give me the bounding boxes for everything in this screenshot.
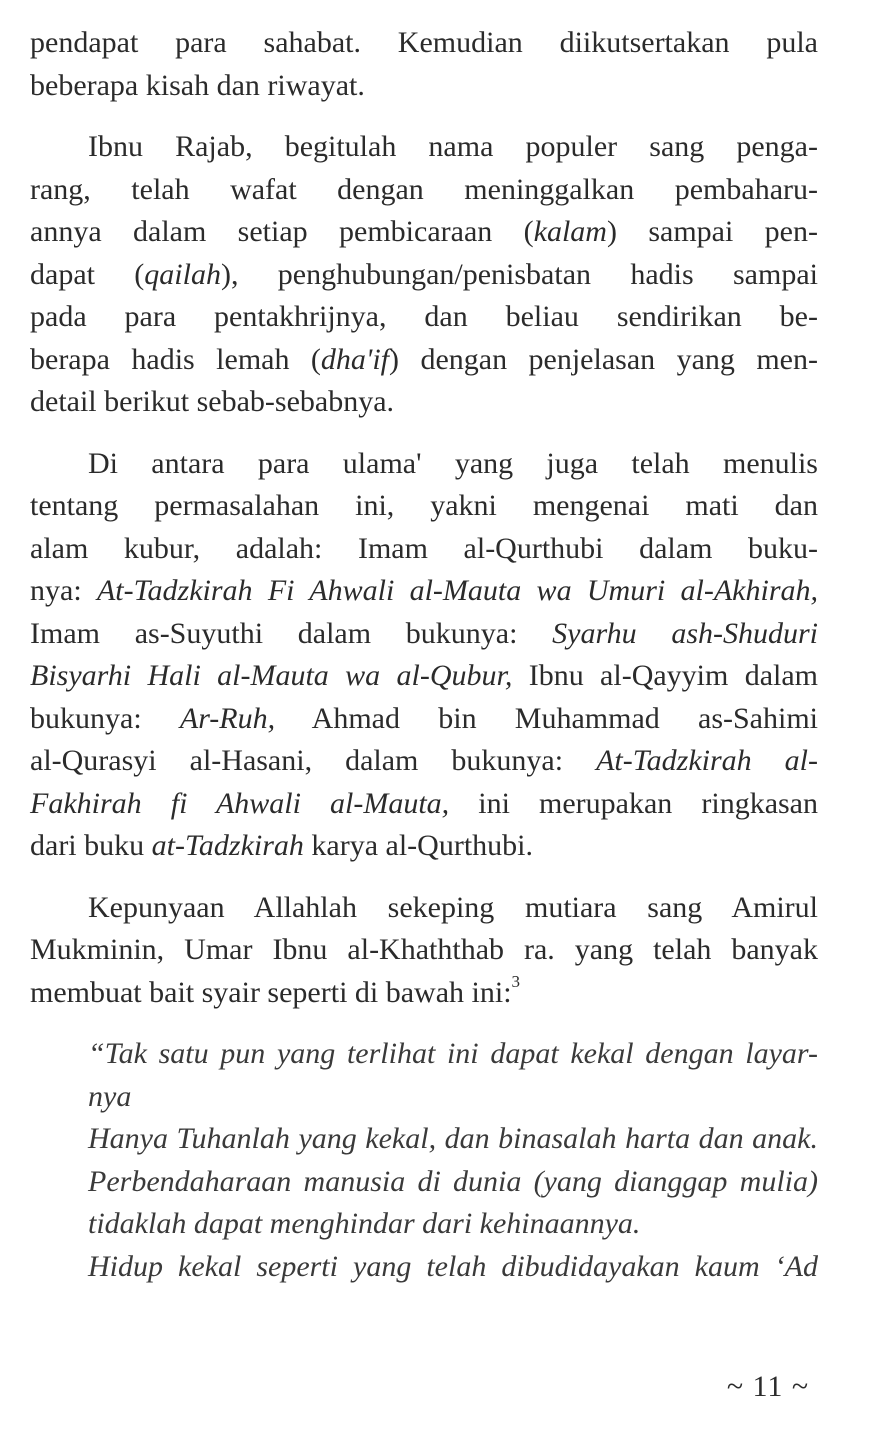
poem-line: “Tak satu pun yang terlihat ini dapat kekal dengan layar- — [88, 1037, 818, 1070]
text-line: dapat (qailah), penghubungan/penisbatan hadis sampai — [30, 257, 818, 291]
text-line: Kepunyaan Allahlah sekeping mutiara sang Amirul — [88, 890, 818, 924]
text-line: bukunya: Ar-Ruh, Ahmad bin Muhammad as-Sahimi — [30, 701, 818, 735]
book-title: Fakhirah fi Ahwali al-Mauta, — [30, 786, 450, 820]
footnote-reference: 3 — [511, 971, 521, 991]
text-line: Bisyarhi Hali al-Mauta wa al-Qubur, Ibnu al-Qayyim dalam — [30, 659, 818, 692]
text-line: detail berikut sebab-sebabnya. — [30, 385, 395, 418]
text-line: beberapa kisah dan riwayat. — [30, 68, 365, 102]
poem-line: Hidup kekal seperti yang telah dibudidayakan kaum ‘Ad — [88, 1249, 818, 1283]
page-body — [30, 22, 818, 1288]
paragraph-4 — [30, 887, 818, 1015]
text-line: membuat bait syair seperti di bawah ini:$^3$ — [30, 971, 521, 1009]
text-line: pada para pentakhrijnya, dan beliau sendirikan be- — [30, 300, 818, 333]
poem-line: Perbendaharaan manusia di dunia (yang dianggap mulia) — [88, 1164, 818, 1198]
poem-block — [88, 1033, 818, 1288]
text-line: Fakhirah fi Ahwali al-Mauta, ini merupakan ringkasan — [30, 786, 819, 820]
text-line: rang, telah wafat dengan meninggalkan pembaharu- — [30, 172, 818, 206]
book-title: Syarhu ash-Shuduri — [552, 616, 819, 650]
paragraph-1 — [30, 22, 818, 107]
italic-term: qailah — [144, 257, 221, 291]
italic-term: kalam — [533, 215, 607, 248]
text-line: Mukminin, Umar Ibnu al-Khaththab ra. yang telah banyak — [30, 933, 818, 966]
book-title: Ar-Ruh, — [179, 701, 276, 735]
poem-line: nya — [88, 1079, 132, 1113]
text-line: berapa hadis lemah (dha'if) dengan penjelasan yang men- — [30, 342, 818, 376]
book-title: at-Tadzkirah — [151, 829, 304, 862]
book-title: Bisyarhi Hali al-Mauta wa al-Qubur, — [30, 659, 513, 692]
text-line: pendapat para sahabat. Kemudian diikutsertakan pula — [30, 26, 818, 59]
paragraph-2 — [30, 126, 818, 424]
text-line: nya: At-Tadzkirah Fi Ahwali al-Mauta wa Umuri al-Akhirah, — [30, 574, 818, 607]
poem-line: tidaklah dapat menghindar dari kehinaannya. — [88, 1207, 641, 1240]
book-title: At-Tadzkirah Fi Ahwali al-Mauta wa Umuri al-Akhirah, — [96, 574, 818, 607]
text-line: alam kubur, adalah: Imam al-Qurthubi dalam buku- — [30, 531, 818, 565]
text-line: dari buku at-Tadzkirah karya al-Qurthubi. — [30, 829, 533, 862]
text-line: Imam as-Suyuthi dalam bukunya: Syarhu ash-Shuduri — [30, 616, 819, 650]
poem-line: Hanya Tuhanlah yang kekal, dan binasalah harta dan anak. — [88, 1122, 818, 1155]
text-line: Di antara para ulama' yang juga telah menulis — [88, 446, 818, 480]
paragraph-3 — [30, 443, 818, 868]
text-line: al-Qurasyi al-Hasani, dalam bukunya: At-Tadzkirah al- — [30, 744, 818, 777]
text-line: tentang permasalahan ini, yakni mengenai mati dan — [30, 489, 818, 522]
text-line: annya dalam setiap pembicaraan (kalam) sampai pen- — [30, 215, 818, 248]
page-number: ~ 11 ~ — [726, 1370, 810, 1403]
text-line: Ibnu Rajab, begitulah nama populer sang penga- — [88, 130, 818, 163]
italic-term: dha'if — [320, 342, 389, 376]
book-title: At-Tadzkirah al- — [596, 744, 818, 777]
